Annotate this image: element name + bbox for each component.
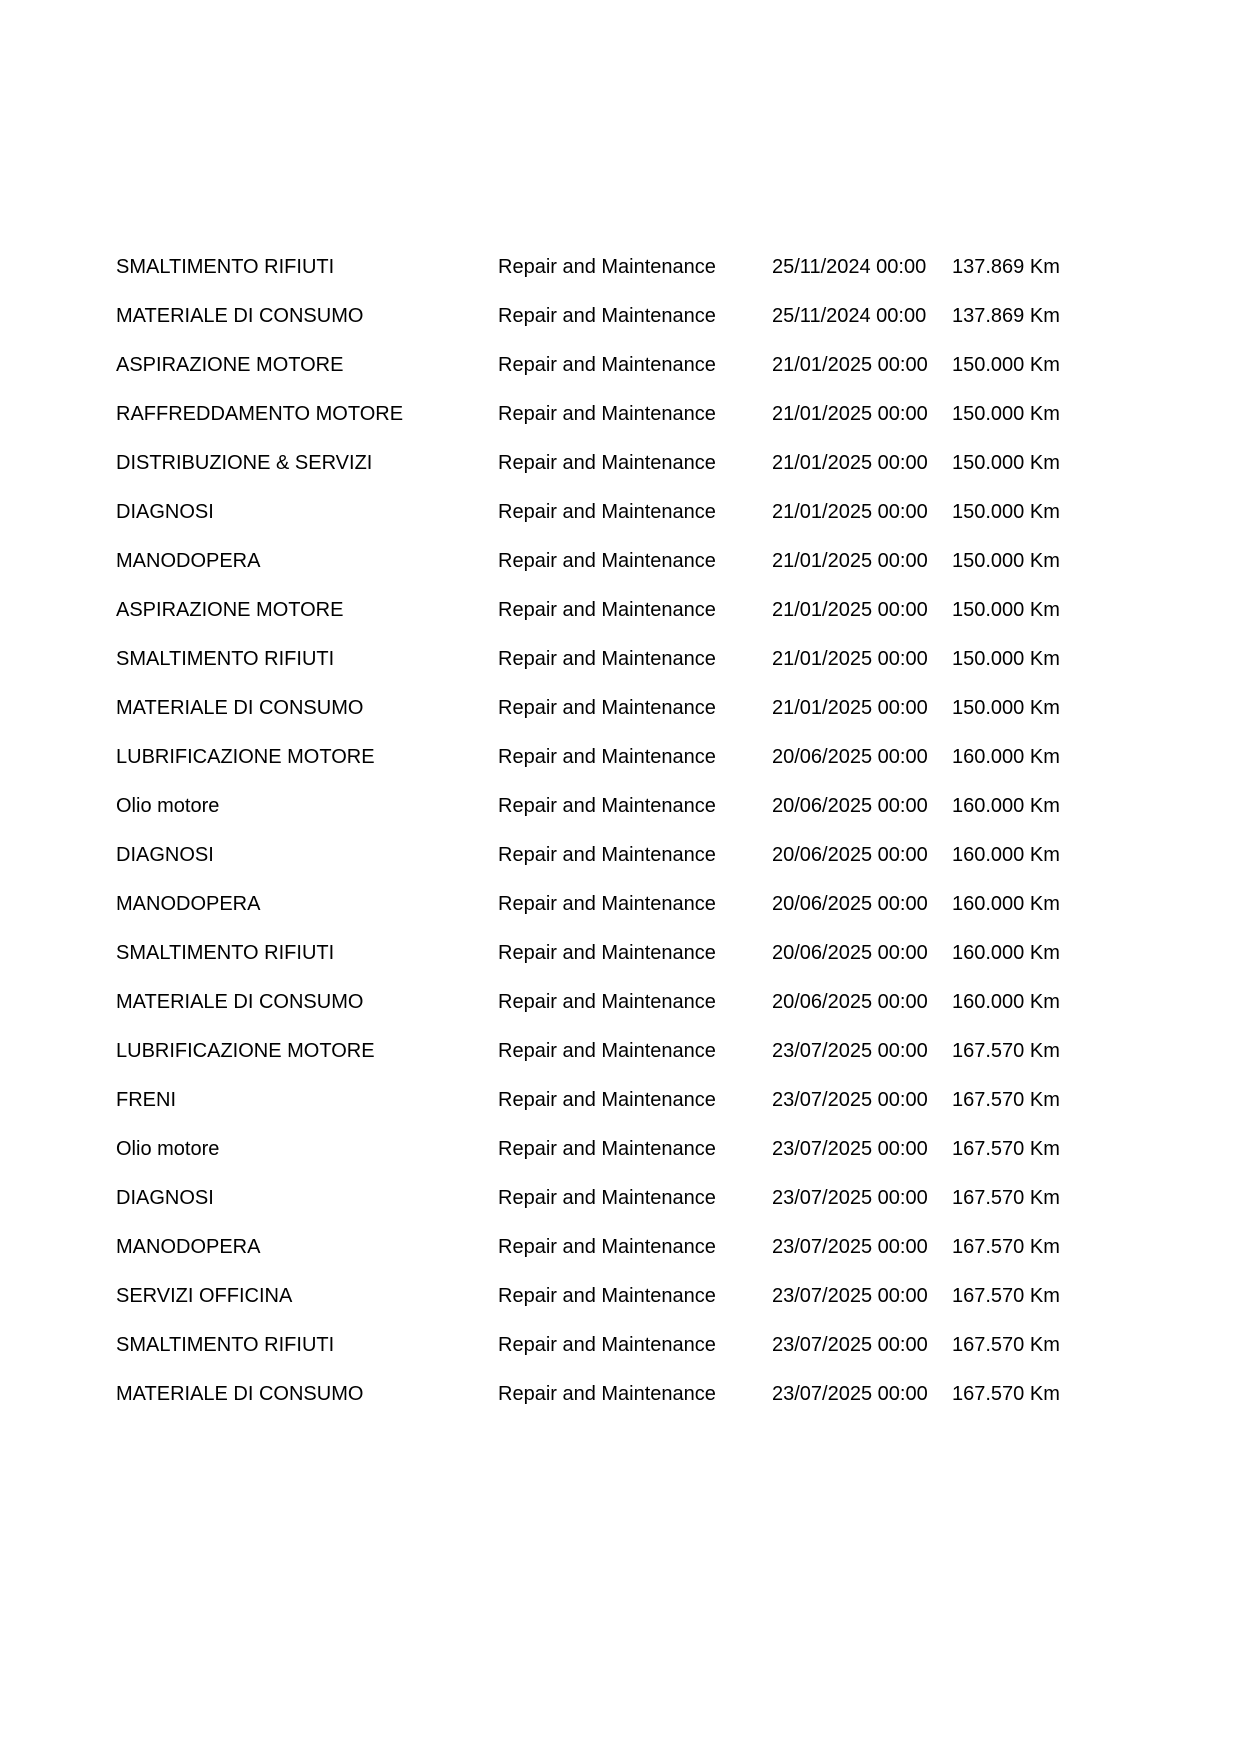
record-mileage: 150.000 Km <box>952 550 1060 572</box>
table-row <box>116 592 1116 641</box>
record-description: DISTRIBUZIONE & SERVIZI <box>116 452 373 474</box>
record-category: Repair and Maintenance <box>498 354 716 376</box>
record-datetime: 20/06/2025 00:00 <box>772 893 928 915</box>
record-mileage: 160.000 Km <box>952 746 1060 768</box>
record-category: Repair and Maintenance <box>498 991 716 1013</box>
record-datetime: 20/06/2025 00:00 <box>772 942 928 964</box>
table-row <box>116 1033 1116 1082</box>
record-mileage: 137.869 Km <box>952 305 1060 327</box>
record-description: RAFFREDDAMENTO MOTORE <box>116 403 404 425</box>
table-row <box>116 641 1116 690</box>
record-description: MATERIALE DI CONSUMO <box>116 991 364 1013</box>
record-description: SERVIZI OFFICINA <box>116 1285 293 1307</box>
table-row <box>116 249 1116 298</box>
table-row <box>116 935 1116 984</box>
record-description: FRENI <box>116 1089 176 1111</box>
table-row <box>116 1229 1116 1278</box>
record-description: SMALTIMENTO RIFIUTI <box>116 942 335 964</box>
record-category: Repair and Maintenance <box>498 1334 716 1356</box>
table-row <box>116 1327 1116 1376</box>
record-description: ASPIRAZIONE MOTORE <box>116 354 344 376</box>
record-category: Repair and Maintenance <box>498 1285 716 1307</box>
record-category: Repair and Maintenance <box>498 256 716 278</box>
record-datetime: 21/01/2025 00:00 <box>772 452 928 474</box>
table-row <box>116 543 1116 592</box>
record-mileage: 150.000 Km <box>952 354 1060 376</box>
record-description: LUBRIFICAZIONE MOTORE <box>116 1040 375 1062</box>
record-category: Repair and Maintenance <box>498 452 716 474</box>
record-mileage: 167.570 Km <box>952 1285 1060 1307</box>
record-mileage: 167.570 Km <box>952 1089 1060 1111</box>
record-mileage: 167.570 Km <box>952 1040 1060 1062</box>
record-mileage: 150.000 Km <box>952 697 1060 719</box>
record-category: Repair and Maintenance <box>498 795 716 817</box>
record-datetime: 21/01/2025 00:00 <box>772 648 928 670</box>
table-row <box>116 886 1116 935</box>
record-description: MANODOPERA <box>116 550 261 572</box>
record-description: DIAGNOSI <box>116 844 214 866</box>
record-category: Repair and Maintenance <box>498 893 716 915</box>
record-datetime: 21/01/2025 00:00 <box>772 403 928 425</box>
record-mileage: 167.570 Km <box>952 1383 1060 1405</box>
record-description: DIAGNOSI <box>116 501 214 523</box>
record-category: Repair and Maintenance <box>498 1138 716 1160</box>
table-row <box>116 739 1116 788</box>
record-description: SMALTIMENTO RIFIUTI <box>116 256 335 278</box>
record-description: MATERIALE DI CONSUMO <box>116 697 364 719</box>
record-mileage: 167.570 Km <box>952 1138 1060 1160</box>
table-row <box>116 1278 1116 1327</box>
record-category: Repair and Maintenance <box>498 746 716 768</box>
record-mileage: 150.000 Km <box>952 599 1060 621</box>
table-row <box>116 347 1116 396</box>
table-row <box>116 1082 1116 1131</box>
record-description: SMALTIMENTO RIFIUTI <box>116 1334 335 1356</box>
record-mileage: 160.000 Km <box>952 844 1060 866</box>
record-datetime: 20/06/2025 00:00 <box>772 746 928 768</box>
record-datetime: 20/06/2025 00:00 <box>772 991 928 1013</box>
record-datetime: 21/01/2025 00:00 <box>772 697 928 719</box>
table-row <box>116 690 1116 739</box>
table-row <box>116 837 1116 886</box>
record-description: MANODOPERA <box>116 893 261 915</box>
record-description: Olio motore <box>116 1138 220 1160</box>
table-row <box>116 1376 1116 1425</box>
record-category: Repair and Maintenance <box>498 697 716 719</box>
record-datetime: 20/06/2025 00:00 <box>772 795 928 817</box>
record-mileage: 167.570 Km <box>952 1236 1060 1258</box>
record-category: Repair and Maintenance <box>498 648 716 670</box>
record-description: MATERIALE DI CONSUMO <box>116 305 364 327</box>
record-mileage: 160.000 Km <box>952 795 1060 817</box>
record-datetime: 23/07/2025 00:00 <box>772 1040 928 1062</box>
record-category: Repair and Maintenance <box>498 1383 716 1405</box>
record-datetime: 21/01/2025 00:00 <box>772 550 928 572</box>
record-mileage: 150.000 Km <box>952 648 1060 670</box>
record-category: Repair and Maintenance <box>498 844 716 866</box>
table-row <box>116 984 1116 1033</box>
record-mileage: 167.570 Km <box>952 1334 1060 1356</box>
record-mileage: 150.000 Km <box>952 501 1060 523</box>
table-row <box>116 1131 1116 1180</box>
table-row <box>116 396 1116 445</box>
record-datetime: 23/07/2025 00:00 <box>772 1334 928 1356</box>
record-description: Olio motore <box>116 795 220 817</box>
record-datetime: 25/11/2024 00:00 <box>772 256 927 278</box>
record-datetime: 23/07/2025 00:00 <box>772 1138 928 1160</box>
record-datetime: 21/01/2025 00:00 <box>772 501 928 523</box>
record-category: Repair and Maintenance <box>498 550 716 572</box>
record-mileage: 137.869 Km <box>952 256 1060 278</box>
record-datetime: 23/07/2025 00:00 <box>772 1187 928 1209</box>
record-category: Repair and Maintenance <box>498 1040 716 1062</box>
record-category: Repair and Maintenance <box>498 1187 716 1209</box>
maintenance-records-table <box>116 249 1116 1425</box>
record-datetime: 23/07/2025 00:00 <box>772 1383 928 1405</box>
record-category: Repair and Maintenance <box>498 1089 716 1111</box>
record-category: Repair and Maintenance <box>498 942 716 964</box>
record-description: SMALTIMENTO RIFIUTI <box>116 648 335 670</box>
table-row <box>116 298 1116 347</box>
record-mileage: 160.000 Km <box>952 942 1060 964</box>
record-datetime: 25/11/2024 00:00 <box>772 305 927 327</box>
record-description: MANODOPERA <box>116 1236 261 1258</box>
record-category: Repair and Maintenance <box>498 305 716 327</box>
table-row <box>116 494 1116 543</box>
table-row <box>116 1180 1116 1229</box>
record-datetime: 21/01/2025 00:00 <box>772 354 928 376</box>
record-mileage: 150.000 Km <box>952 452 1060 474</box>
record-mileage: 160.000 Km <box>952 991 1060 1013</box>
record-datetime: 23/07/2025 00:00 <box>772 1285 928 1307</box>
table-row <box>116 445 1116 494</box>
record-datetime: 20/06/2025 00:00 <box>772 844 928 866</box>
record-category: Repair and Maintenance <box>498 1236 716 1258</box>
record-description: DIAGNOSI <box>116 1187 214 1209</box>
record-category: Repair and Maintenance <box>498 501 716 523</box>
record-description: ASPIRAZIONE MOTORE <box>116 599 344 621</box>
record-mileage: 167.570 Km <box>952 1187 1060 1209</box>
record-category: Repair and Maintenance <box>498 403 716 425</box>
record-datetime: 23/07/2025 00:00 <box>772 1089 928 1111</box>
record-mileage: 150.000 Km <box>952 403 1060 425</box>
record-description: LUBRIFICAZIONE MOTORE <box>116 746 375 768</box>
record-description: MATERIALE DI CONSUMO <box>116 1383 364 1405</box>
record-datetime: 21/01/2025 00:00 <box>772 599 928 621</box>
record-category: Repair and Maintenance <box>498 599 716 621</box>
table-row <box>116 788 1116 837</box>
record-mileage: 160.000 Km <box>952 893 1060 915</box>
record-datetime: 23/07/2025 00:00 <box>772 1236 928 1258</box>
